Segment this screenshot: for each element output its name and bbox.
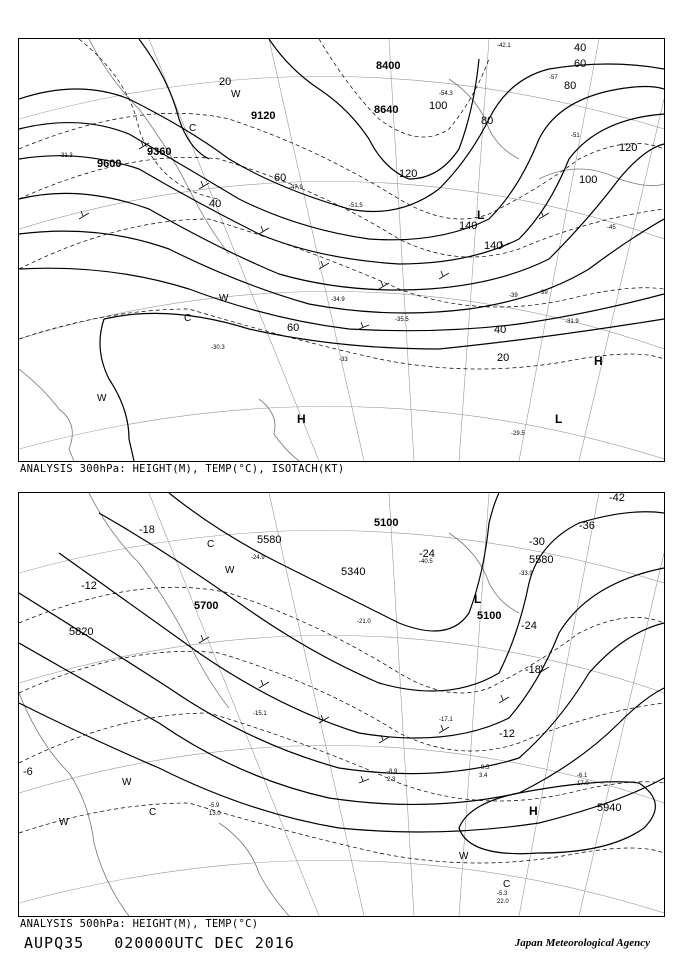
temp-label: -36 <box>579 520 595 532</box>
station-value: -17.1 <box>439 717 453 723</box>
product-header <box>24 934 295 952</box>
station-value: -21.0 <box>357 619 371 625</box>
height-contours-300 <box>19 39 664 461</box>
station-values-300 <box>59 43 616 437</box>
warm-center: W <box>97 393 107 404</box>
station-value: -29.5 <box>511 431 525 437</box>
cold-center: C <box>184 313 192 324</box>
height-contours-500 <box>19 493 664 854</box>
temp-label: -24 <box>521 620 537 632</box>
low-center: L <box>555 412 563 426</box>
station-value: -51.5 <box>349 203 363 209</box>
height-label-9120: 9120 <box>251 110 276 122</box>
isotach-label: 120 <box>399 168 418 180</box>
isotach-label: 40 <box>209 198 222 210</box>
station-value: -57 <box>549 75 558 81</box>
station-value: -45 <box>607 225 616 231</box>
station-value: -35.5 <box>395 317 409 323</box>
cold-center: C <box>503 879 511 890</box>
station-value: -30.3 <box>211 345 225 351</box>
low-center: L <box>477 208 485 222</box>
isotach-label: 80 <box>564 80 577 92</box>
warm-center: W <box>459 851 469 862</box>
station-value: -33.9 <box>519 571 533 577</box>
wind-barbs-300 <box>79 141 549 329</box>
low-center: L <box>474 592 482 606</box>
warm-center: W <box>59 817 69 828</box>
isotach-label: 140 <box>484 240 503 252</box>
isotherms-500 <box>19 587 664 863</box>
coastline-500 <box>19 493 519 916</box>
cold-center: C <box>189 123 197 134</box>
temp-label: -18 <box>525 664 541 676</box>
height-label-5820: 5820 <box>69 626 94 638</box>
temp-label: -12 <box>499 728 515 740</box>
isotach-label: 60 <box>574 58 587 70</box>
wind-barbs-500 <box>199 635 549 783</box>
station-value: 3.4 <box>479 773 488 779</box>
height-label-8400: 8400 <box>376 60 401 72</box>
valid-time: 020000UTC DEC 2016 <box>114 934 295 952</box>
temp-label: -24 <box>419 548 435 560</box>
height-label-9600: 9600 <box>97 158 122 170</box>
isotach-label: 60 <box>274 172 287 184</box>
isotach-label: 60 <box>287 322 300 334</box>
height-label-5940: 5940 <box>597 802 622 814</box>
temp-label: -42 <box>609 493 625 504</box>
height-label-5100: 5100 <box>477 610 502 622</box>
caption-300hpa: ANALYSIS 300hPa: HEIGHT(M), TEMP(°C), ISOTACH(KT) <box>20 463 345 475</box>
map-500hpa-svg <box>19 493 664 916</box>
station-value: -6.1 <box>577 773 588 779</box>
height-label-5100: 5100 <box>374 517 399 529</box>
high-center: H <box>529 804 538 818</box>
station-value: -39 <box>509 293 518 299</box>
station-value: 17.0 <box>577 781 589 787</box>
station-value: -47.9 <box>289 185 303 191</box>
station-value: -51 <box>571 133 580 139</box>
station-value: -31.9 <box>565 319 579 325</box>
temp-label: -18 <box>139 524 155 536</box>
station-value: -5.9 <box>209 803 220 809</box>
isotach-label: 40 <box>494 324 507 336</box>
graticule-500 <box>19 493 664 916</box>
isotach-label: 100 <box>429 100 448 112</box>
product-code: AUPQ35 <box>24 934 85 952</box>
warm-center: W <box>122 777 132 788</box>
height-label-5700: 5700 <box>194 600 219 612</box>
height-label-5580: 5580 <box>529 554 554 566</box>
temp-label: -6 <box>23 766 33 778</box>
station-value: -15.1 <box>253 711 267 717</box>
station-value: -34.9 <box>331 297 345 303</box>
coastline-300 <box>19 39 664 461</box>
analysis-500hpa-map <box>18 492 665 917</box>
agency-name: Japan Meteorological Agency <box>514 937 650 949</box>
map-300hpa-svg <box>19 39 664 461</box>
temp-label: -12 <box>81 580 97 592</box>
height-label-8640: 8640 <box>374 104 399 116</box>
station-value: -54.3 <box>439 91 453 97</box>
temp-label: -30 <box>529 536 545 548</box>
isotach-label: 20 <box>497 352 510 364</box>
warm-center: W <box>219 293 229 304</box>
high-center: H <box>594 354 603 368</box>
graticule-300 <box>19 39 664 461</box>
station-value: 13.0 <box>209 811 221 817</box>
analysis-300hpa-map <box>18 38 665 462</box>
isotach-label: 20 <box>219 76 232 88</box>
high-center: H <box>297 412 306 426</box>
station-value: 2.3 <box>387 777 396 783</box>
cold-center: C <box>207 539 215 550</box>
station-value: -9.5 <box>479 765 490 771</box>
height-label-5340: 5340 <box>341 566 366 578</box>
station-value: -5.3 <box>497 891 508 897</box>
station-value: -40.5 <box>419 559 433 565</box>
station-value: 22.0 <box>497 899 509 905</box>
station-value: -33 <box>339 357 348 363</box>
station-value: -8.9 <box>387 769 398 775</box>
station-value: -39 <box>539 290 548 296</box>
isotach-label: 40 <box>574 42 587 54</box>
station-value: -31.3 <box>59 153 73 159</box>
height-label-9360: 9360 <box>147 146 172 158</box>
isotach-label: 100 <box>579 174 598 186</box>
height-label-5580: 5580 <box>257 534 282 546</box>
station-values-500 <box>209 555 589 905</box>
cold-center: C <box>149 807 157 818</box>
isotach-label: 80 <box>481 115 494 127</box>
station-value: -42.1 <box>497 43 511 49</box>
warm-center: W <box>225 565 235 576</box>
warm-center: W <box>231 89 241 100</box>
caption-500hpa: ANALYSIS 500hPa: HEIGHT(M), TEMP(°C) <box>20 918 259 930</box>
isotach-label: 120 <box>619 142 638 154</box>
station-value: -24.9 <box>251 555 265 561</box>
isotach-label: 140 <box>459 220 478 232</box>
